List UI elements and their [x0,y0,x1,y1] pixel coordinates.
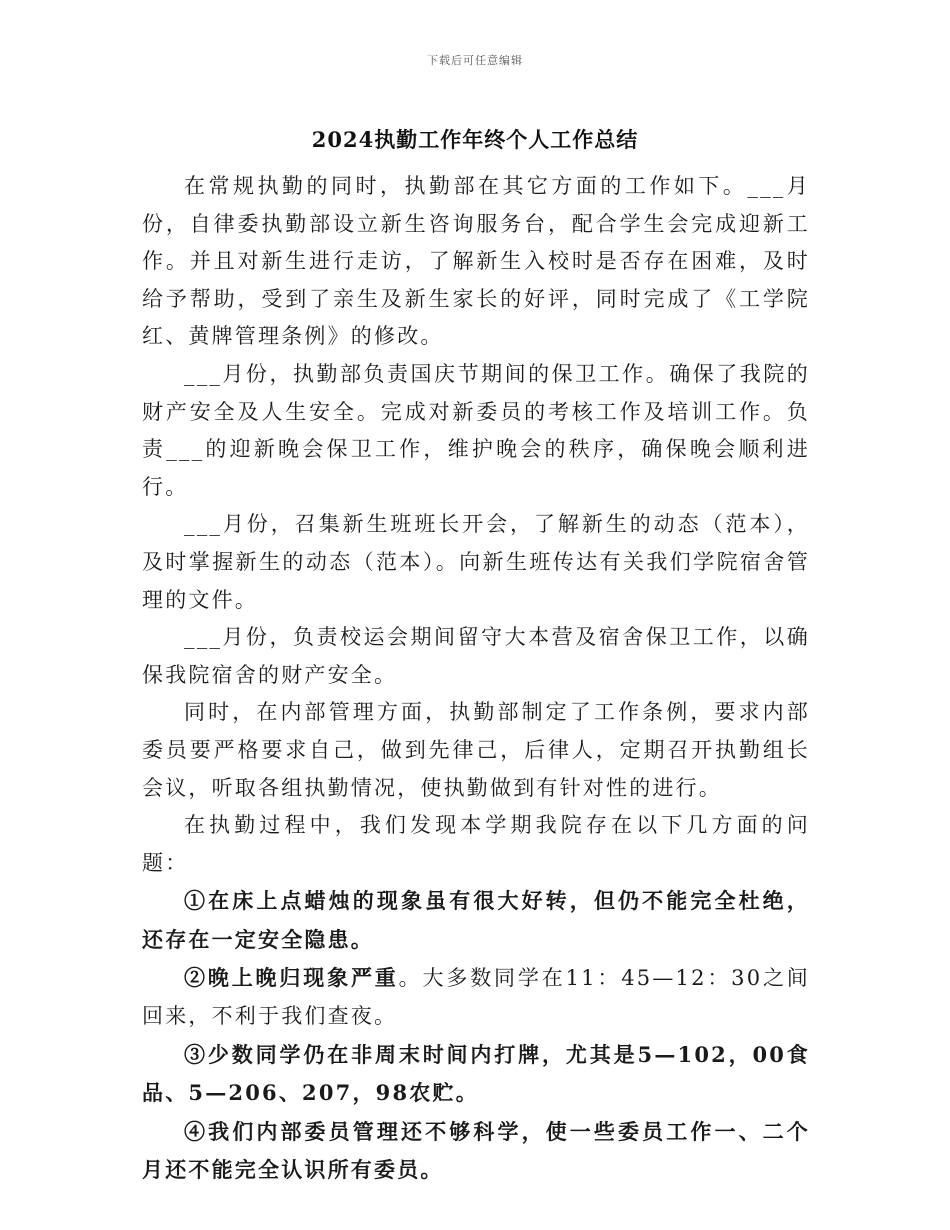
issue-text-bold: ①在床上点蜡烛的现象虽有很大好转，但仍不能完全杜绝，还存在一定安全隐患。 [142,888,810,952]
paragraph: ___月份，召集新生班班长开会，了解新生的动态（范本），及时掌握新生的动态（范本）。向新生班传达有关我们学院宿舍管理的文件。 [142,512,810,612]
issue-item [142,1036,810,1113]
paragraph: 同时，在内部管理方面，执勤部制定了工作条例，要求内部委员要严格要求自己，做到先律己，后律人，定期召开执勤组长会议，听取各组执勤情况，使执勤做到有针对性的进行。 [142,700,810,800]
issue-text-bold: ③少数同学仍在非周末时间内打牌，尤其是5—102，00食品、5—206、207，98农贮。 [142,1041,810,1106]
issue-item [142,882,810,959]
paragraph: 在常规执勤的同时，执勤部在其它方面的工作如下。___月份，自律委执勤部设立新生咨询服务台，配合学生会完成迎新工作。并且对新生进行走访，了解新生入校时是否存在困难，及时给予帮助，受到了亲生及新生家长的好评，同时完成了《工学院红、黄牌管理条例》的修改。 [142,174,810,349]
document-body [142,168,810,1190]
paragraph: 在执勤过程中，我们发现本学期我院存在以下几方面的问题： [142,813,810,875]
issue-item [142,1113,810,1190]
paragraph: ___月份，执勤部负责国庆节期间的保卫工作。确保了我院的财产安全及人生安全。完成对新委员的考核工作及培训工作。负责___的迎新晚会保卫工作，维护晚会的秩序，确保晚会顺利进行。 [142,361,810,499]
issue-text-bold: ④我们内部委员管理还不够科学，使一些委员工作一、二个月还不能完全认识所有委员。 [142,1118,810,1183]
document-title: 2024执勤工作年终个人工作总结 [311,127,639,152]
issue-text: 。大多数同学在11：45—12：30之间回来，不利于我们查夜。 [142,966,810,1029]
paragraph: ___月份，负责校运会期间留守大本营及宿舍保卫工作，以确保我院宿舍的财产安全。 [142,625,810,687]
issue-item [142,959,810,1035]
issue-text-bold: ②晚上晚归现象严重 [184,965,399,991]
page-header-note: 下载后可任意编辑 [427,54,523,67]
